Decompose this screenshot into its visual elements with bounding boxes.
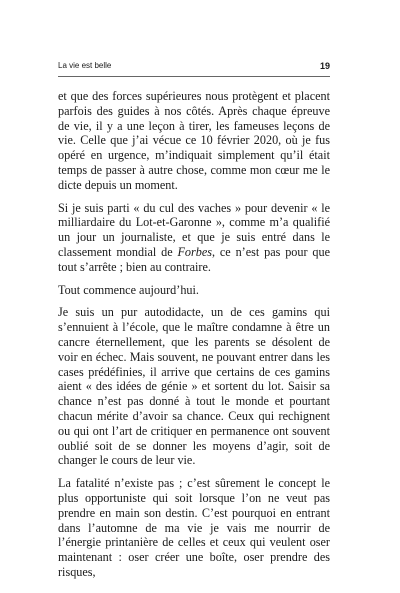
paragraph-4: Je suis un pur autodidacte, un de ces gamins qui s’ennuient à l’école, que le maître condamne à être un cancre éternellement, que les parents se désolent de voir en échec. Mais souvent, ne pouvant entrer dans les cases prédéfinies, il arrive que certains de ces gamins aient « des idées de génie » et sortent du lot. Saisir sa chance n’est pas donné à tout le monde et pourtant chacun mérite d’avoir sa chance. Ceux qui rechignent ou qui ont l’art de critiquer en permanence ont souvent oublié soit de se donner les moyens d’agir, soit de changer le cours de leur vie. xyxy=(58,305,330,468)
paragraph-2-text-after: , ce n’est pas pour que tout s’arrête ; bien au contraire. xyxy=(58,244,330,274)
paragraph-2 xyxy=(58,201,330,275)
header-rule xyxy=(58,76,330,77)
page-number: 19 xyxy=(319,61,330,71)
paragraph-2-text-before: Si je suis parti « du cul des vaches » pour devenir « le milliardaire du Lot-et-Garonne », comme m’a qualifié un jour un journaliste, et que je suis entré dans le classement mondial de xyxy=(58,200,330,259)
paragraph-1: et que des forces supérieures nous protègent et placent parfois des guides à nos côtés. Après chaque épreuve de vie, il y a une leçon à tirer, les fameuses leçons de vie. Celle que j’ai vécue ce 10 février 2020, où je fus opéré en urgence, m’indiquait simplement qu’il était temps de passer à autre chose, comme mon cœur me le dicte depuis un moment. xyxy=(58,89,330,192)
body-text xyxy=(58,89,330,588)
paragraph-5: La fatalité n’existe pas ; c’est sûrement le concept le plus opportuniste qui soit lorsque l’on ne veut pas prendre en main son destin. C’est pourquoi en entrant dans l’automne de ma vie je vais me nourrir de l’énergie printanière de celles et ceux qui veulent oser maintenant : oser créer une boîte, oser prendre des risques, xyxy=(58,476,330,579)
paragraph-3: Tout commence aujourd’hui. xyxy=(58,282,199,297)
running-header xyxy=(58,59,330,73)
running-title: La vie est belle xyxy=(58,61,112,70)
forbes-italic: Forbes xyxy=(177,244,212,259)
